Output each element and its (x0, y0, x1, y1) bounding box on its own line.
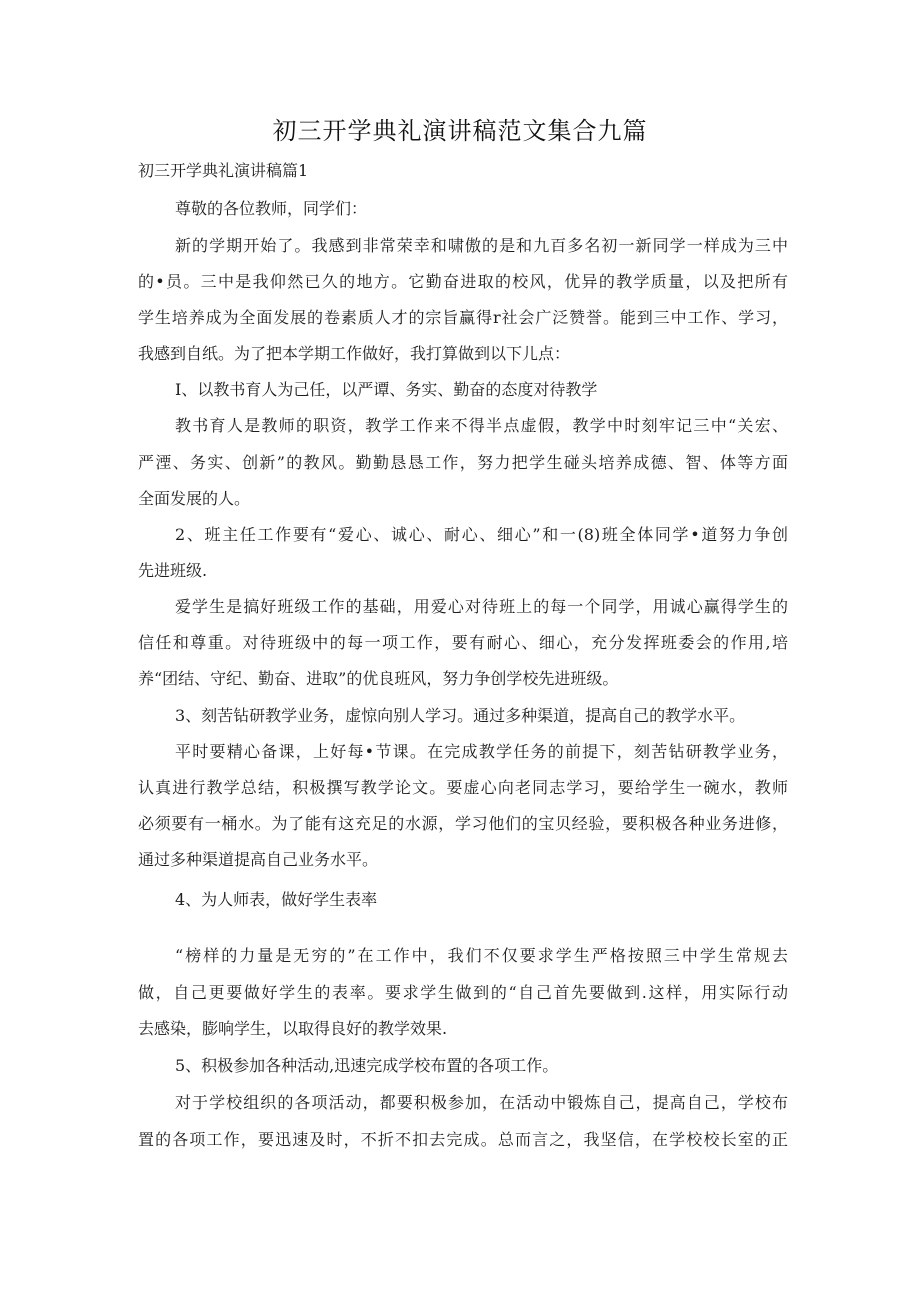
paragraph-line: “榜样的力量是无穷的”在工作中，我们不仅要求学生严格按照三中学生常规去 (175, 946, 788, 965)
paragraph-line: 学生培养成为全面发展的卷素质人才的宗旨赢得r社会广泛赞誉。能到三中工作、学习， (138, 308, 788, 327)
paragraph-line: 4、为人师表，做好学生表率 (175, 890, 378, 909)
paragraph-line: 认真进行教学总结，积极撰写教学论文。要虚心向老同志学习，要给学生一碗水，教师 (138, 778, 788, 797)
paragraph-line: 置的各项工作，要迅速及时，不折不扣去完成。总而言之，我坚信，在学校校长室的正 (138, 1130, 788, 1149)
document-title: 初三开学典礼演讲稿范文集合九篇 (272, 117, 648, 145)
paragraph-line: 去感染，膨响学生，以取得良好的教学效果. (138, 1019, 448, 1038)
paragraph-line: 2、班主任工作要有“爱心、诚心、耐心、细心”和一(8)班全体同学•道努力争创 (175, 525, 788, 544)
paragraph-line: I、以教书育人为己任，以严谭、务实、勤奋的态度对待教学 (175, 380, 598, 399)
paragraph-line: 做，自己更要做好学生的表率。要求学生做到的“自己首先要做到.这样，用实际行动 (138, 983, 788, 1002)
paragraph-line: 我感到自纸。为了把本学期工作做好，我打算做到以下儿点： (138, 344, 571, 363)
paragraph-line: 尊敬的各位教师，同学们： (175, 199, 368, 218)
paragraph-line: 通过多种渠道提高自己业务水平。 (138, 850, 379, 869)
paragraph-line: 先进班级. (138, 561, 208, 580)
paragraph-line: 平时要精心备课，上好每•节课。在完成教学任务的前提下，刻苦钻研教学业务， (175, 742, 788, 761)
paragraph-line: 3、刻苦钻研教学业务，虚惊向别人学习。通过多种渠道，提高自己的教学水平。 (175, 706, 746, 725)
paragraph-line: 对于学校组织的各项活动，都要积极参加，在活动中锻炼自己，提高自己，学校布 (175, 1093, 788, 1112)
paragraph-line: 全面发展的人。 (138, 489, 251, 508)
paragraph-line: 教书育人是教师的职资，教学工作来不得半点虚假，教学中时刻牢记三中“关宏、 (175, 416, 788, 435)
paragraph-line: 信任和尊重。对待班级中的每一项工作，要有耐心、细心，充分发挥班委会的作用,培 (138, 633, 788, 652)
paragraph-line: 养“团结、守纪、勤奋、进取”的优良班风，努力争创学校先进班级。 (138, 669, 619, 688)
paragraph-line: 5、积极参加各种活动,迅速完成学校布置的各项工作。 (175, 1056, 559, 1075)
paragraph-line: 新的学期开始了。我感到非常荣幸和啸傲的是和九百多名初一新同学一样成为三中 (175, 236, 788, 255)
paragraph-line: 的•员。三中是我仰然已久的地方。它勤奋进取的校风，优异的教学质量，以及把所有 (138, 272, 788, 291)
paragraph-line: 严湮、务实、创新”的教风。勤勤恳恳工作，努力把学生碰头培养成德、智、体等方面 (138, 453, 788, 472)
paragraph-line: 必须要有一桶水。为了能有这充足的水源，学习他们的宝贝经验，要积极各种业务进修， (138, 814, 788, 833)
section-heading: 初三开学典礼演讲稿篇1 (138, 161, 309, 180)
paragraph-line: 爱学生是搞好班级工作的基础，用爱心对待班上的每一个同学，用诚心赢得学生的 (175, 597, 788, 616)
